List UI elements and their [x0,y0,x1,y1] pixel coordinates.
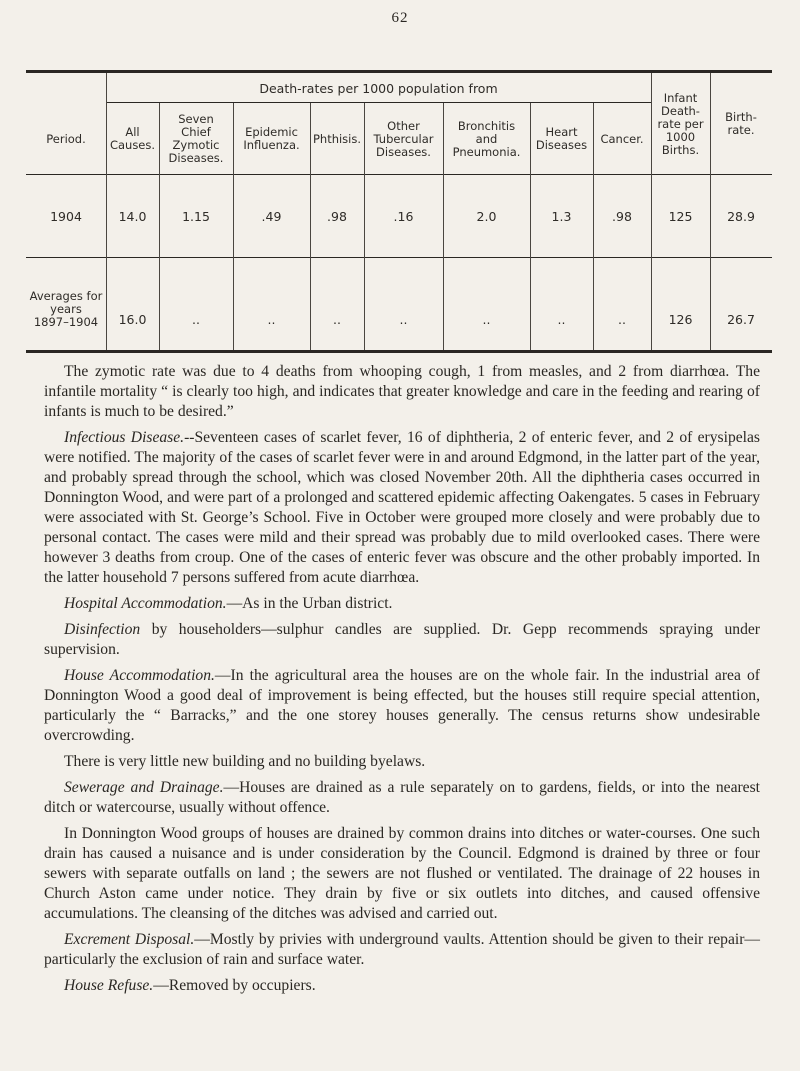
paragraph-donnington-drains: In Donnington Wood groups of houses are drained by common drains into ditches or water-courses. One such drain has caused a nuisance and is under consideration by the Council. Edgmond is drained by three or four sewers with separate outfalls on land ; the sewers are not flushed or ventilated. The drainage of 22 houses in Church Aston came under notice. They drain by five or six outlets into ditches, and caused offensive accumulations. The cleansing of the ditches was advised and carried out. [44,825,760,922]
row-1904-period: 1904 [50,208,82,224]
row-avg-all-causes: 16.0 [118,311,147,327]
row-1904-heart: 1.3 [551,208,572,224]
table-top-rule [26,70,772,73]
death-rates-table [26,70,772,354]
heading-house-refuse: House Refuse. [64,977,154,994]
row-avg-influenza: .. [267,311,276,327]
heading-disinfection: Disinfection [64,621,141,638]
row-avg-tubercular: .. [399,311,408,327]
row-avg-period: Averages for years 1897–1904 [29,288,103,329]
paragraph-building: There is very little new building and no building byelaws. [64,753,426,770]
row-avg-phthisis: .. [333,311,341,327]
group-header-rule [106,102,651,103]
heading-excrement-disposal: Excrement Disposal. [64,931,195,948]
paragraph-sewerage: Sewerage and Drainage.—Houses are drained as a rule separately on to gardens, fields, or into the nearest ditch or watercourse, usually without offence. [44,779,761,816]
paragraph-infectious-disease: Infectious Disease.--Seventeen cases of scarlet fever, 16 of diphtheria, 2 of enteric fever, and 2 of erysipelas were notified. The majority of the cases of scarlet fever were in and around Edgmond, in the latter part of the year, and probably spread through the school, which was closed November 20th. All the diphtheria cases occurred in Donnington Wood, and were part of a prolonged and scattered epidemic affecting Oakengates. 5 cases in February were associated with St. George’s School. Five in October were grouped more closely and were probably due to personal contact. The cases were mild and their spread was probably due to mild overlooked cases. There were however 3 deaths from croup. One of the cases of enteric fever was obscure and the other probably imported. In the latter household 7 persons suffered from acute diarrhœa. [44,429,760,586]
header-cancer: Cancer. [600,131,644,146]
header-heart: Heart Diseases [535,125,588,152]
header-bronchitis: Bronchitis and Pneumonia. [452,118,521,159]
row-avg-zymotic: .. [192,311,200,327]
page-number: 62 [391,10,409,26]
heading-sewerage: Sewerage and Drainage. [64,779,224,796]
paragraph-zymotic-rate: The zymotic rate was due to 4 deaths from whooping cough, 1 from measles, and 2 from diarrhœa. The infantile mortality “ is clearly too high, and indicates that greater knowledge and care in the feeding and rearing of infants is much to be desired.” [44,363,760,420]
paragraph-excrement-disposal: Excrement Disposal.—Mostly by privies with underground vaults. Attention should be given to their repair—particularly the exclusion of rain and surface water. [44,931,760,968]
row-1904-influenza: .49 [261,208,282,224]
header-tubercular: Other Tubercular Diseases. [373,118,434,159]
paragraph-disinfection: Disinfection by householders—sulphur candles are supplied. Dr. Gepp recommends spraying under supervision. [44,621,760,658]
row-1904-cancer: .98 [612,208,632,224]
table-bottom-rule [26,350,772,353]
row-1904-phthisis: .98 [327,208,347,224]
heading-infectious-disease: Infectious Disease. [64,429,185,446]
row-avg-cancer: .. [618,311,626,327]
heading-hospital-accommodation: Hospital Accommodation. [64,595,227,612]
header-infant: Infant Death- rate per 1000 Births. [657,90,704,157]
header-zymotic: Seven Chief Zymotic Diseases. [168,112,224,165]
header-phthisis: Phthisis. [312,131,362,146]
header-all-causes: All Causes. [109,125,156,152]
heading-house-accommodation: House Accommodation. [64,667,215,684]
row-1904-tubercular: .16 [393,208,414,224]
row-1904-infant: 125 [668,208,693,224]
row-divider-rule [26,257,772,258]
paragraph-house-accommodation: House Accommodation.—In the agricultural area the houses are on the whole fair. In the industrial area of Donnington Wood a good deal of improvement is being effected, but the houses still require special attention, particularly the “ Barracks,” and the one storey houses generally. The census returns show undesirable overcrowding. [44,667,760,744]
group-header: Death-rates per 1000 population from [259,80,498,96]
row-1904-birth: 28.9 [727,208,755,224]
row-avg-bronchitis: .. [482,311,491,327]
header-influenza: Epidemic Influenza. [243,125,300,152]
row-1904-all-causes: 14.0 [118,208,147,224]
paragraph-hospital-accommodation: Hospital Accommodation.—As in the Urban district. [64,595,393,612]
header-period: Period. [46,131,86,146]
row-avg-infant: 126 [668,311,693,327]
report-body [44,362,760,1002]
row-avg-heart: .. [557,311,566,327]
paragraph-house-refuse: House Refuse.—Removed by occupiers. [64,977,316,994]
row-1904-zymotic: 1.15 [182,208,210,224]
header-birth: Birth- rate. [725,110,757,137]
row-avg-birth: 26.7 [727,311,755,327]
row-1904-bronchitis: 2.0 [476,208,497,224]
